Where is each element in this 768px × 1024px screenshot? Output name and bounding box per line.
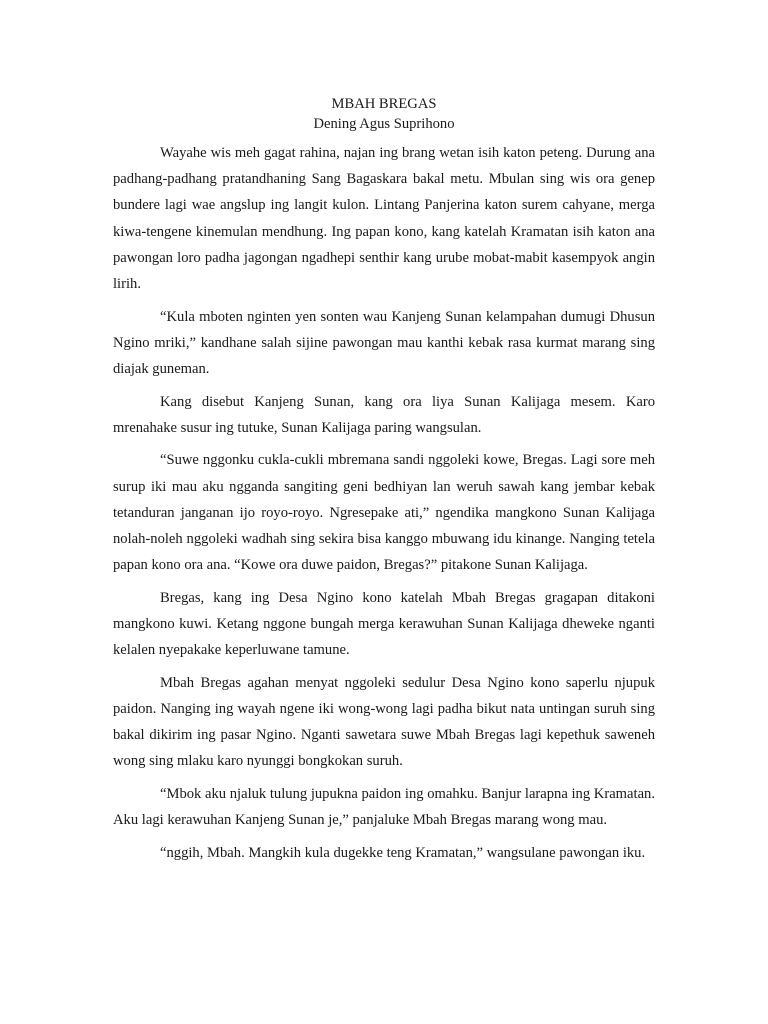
document-page: [113, 94, 655, 872]
paragraph: “Suwe nggonku cukla-cukli mbremana sandi nggoleki kowe, Bregas. Lagi sore meh surup iki mau aku ngganda sangiting geni bedhiyan lan weruh sawah kang jembar kebak tetanduran janganan ijo royo-royo. Ngresepake ati,” ngendika mangkono Sunan Kalijaga nolah-noleh nggoleki wadhah sing sekira bisa kanggo mbuwang idu kinange. Nanging tetela papan kono ora ana. “Kowe ora duwe paidon, Bregas?” pitakone Sunan Kalijaga.: [113, 452, 655, 574]
paragraph: Kang disebut Kanjeng Sunan, kang ora liya Sunan Kalijaga mesem. Karo mrenahake susur ing tutuke, Sunan Kalijaga paring wangsulan.: [113, 393, 655, 436]
document-header: [113, 94, 655, 134]
document-title: MBAH BREGAS: [331, 96, 437, 112]
paragraph: Bregas, kang ing Desa Ngino kono katelah Mbah Bregas gragapan ditakoni mangkono kuwi. Ketang nggone bungah merga kerawuhan Sunan Kalijaga dheweke nganti kelalen nyepakake keperluwane tamune.: [113, 589, 655, 659]
document-author: Dening Agus Suprihono: [313, 116, 455, 132]
paragraph: Mbah Bregas agahan menyat nggoleki sedulur Desa Ngino kono saperlu njupuk paidon. Nanging ing wayah ngene iki wong-wong lagi padha bikut nata untingan suruh sing bakal dikirim ing pasar Ngino. Nganti sawetara suwe Mbah Bregas lagi kepethuk saweneh wong sing mlaku karo nyunggi bongkokan suruh.: [113, 674, 655, 770]
paragraph: “Mbok aku njaluk tulung jupukna paidon ing omahku. Banjur larapna ing Kramatan. Aku lagi kerawuhan Kanjeng Sunan je,” panjaluke Mbah Bregas marang wong mau.: [113, 786, 655, 829]
paragraph: “nggih, Mbah. Mangkih kula dugekke teng Kramatan,” wangsulane pawongan iku.: [160, 844, 646, 861]
paragraph: Wayahe wis meh gagat rahina, najan ing brang wetan isih katon peteng. Durung ana padhang-padhang pratandhaning Sang Bagaskara bakal metu. Mbulan sing wis ora genep bundere lagi wae angslup ing langit kulon. Lintang Panjerina katon surem cahyane, merga kiwa-tengene kinemulan mendhung. Ing papan kono, kang katelah Kramatan isih katon ana pawongan loro padha jagongan ngadhepi senthir kang urube mobat-mabit kasempyok angin lirih.: [113, 145, 655, 293]
paragraph: “Kula mboten nginten yen sonten wau Kanjeng Sunan kelampahan dumugi Dhusun Ngino mriki,” kandhane salah sijine pawongan mau kanthi kebak rasa kurmat marang sing diajak guneman.: [113, 308, 655, 378]
